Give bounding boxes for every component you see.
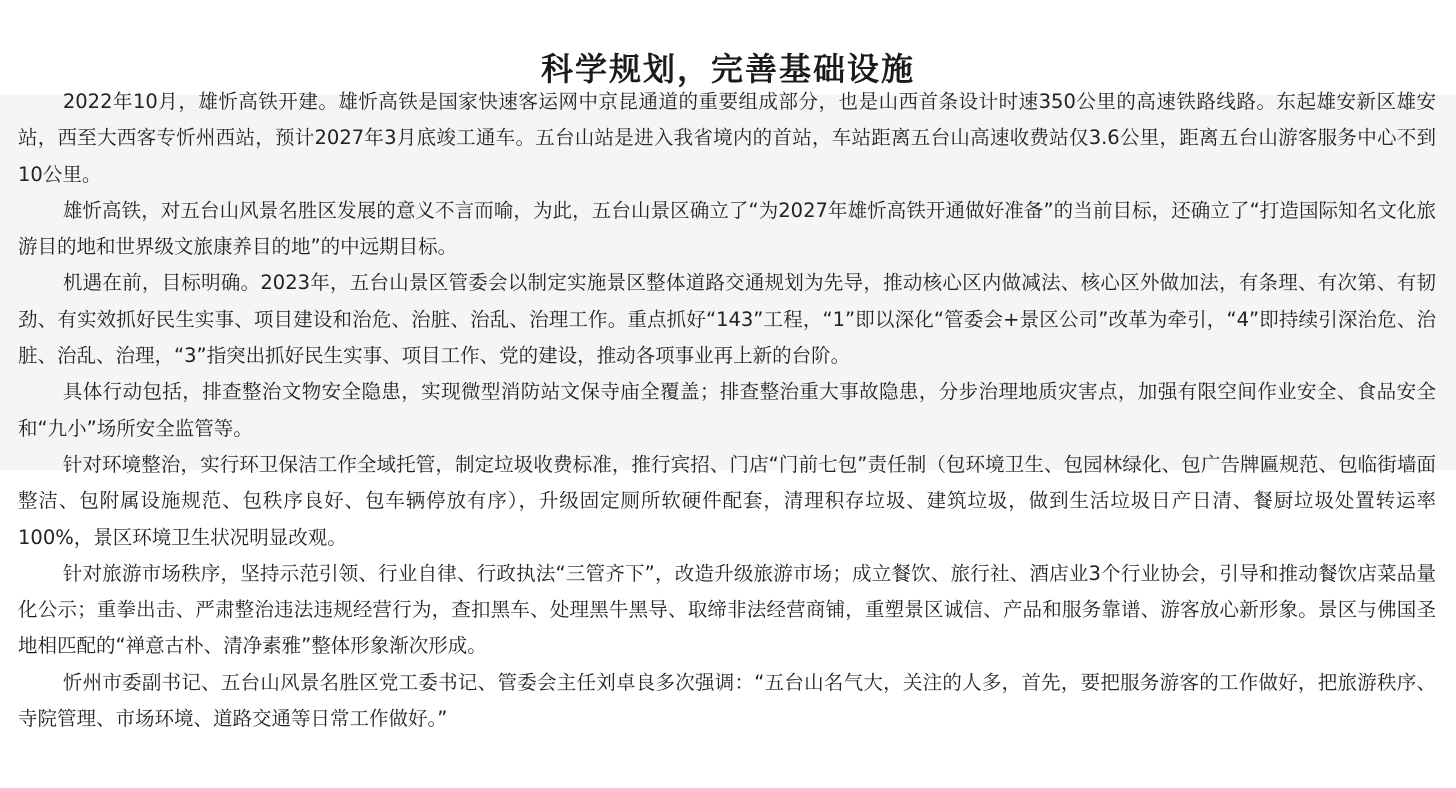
article-title: 科学规划，完善基础设施 [540, 50, 915, 89]
paragraph-7: 忻州市委副书记、五台山风景名胜区党工委书记、管委会主任刘卓良多次强调：“五台山名气大，关注的人多，首先，要把服务游客的工作做好，把旅游秩序、寺院管理、市场环境、道路交通等日常工作做好。” [18, 670, 1436, 731]
article-body [18, 84, 1436, 737]
paragraph-2: 雄忻高铁，对五台山风景名胜区发展的意义不言而喻，为此，五台山景区确立了“为2027年雄忻高铁开通做好准备”的当前目标，还确立了“打造国际知名文化旅游目的地和世界级文旅康养目的地”的中远期目标。 [18, 198, 1436, 259]
paragraph-6: 针对旅游市场秩序，坚持示范引领、行业自律、行政执法“三管齐下”，改造升级旅游市场；成立餐饮、旅行社、酒店业3个行业协会，引导和推动餐饮店菜品量化公示；重拳出击、严肃整治违法违规经营行为，查扣黑车、处理黑牛黑导、取缔非法经营商铺，重塑景区诚信、产品和服务靠谱、游客放心新形象。景区与佛国圣地相匹配的“禅意古朴、清净素雅”整体形象渐次形成。 [18, 561, 1436, 658]
paragraph-3: 机遇在前，目标明确。2023年，五台山景区管委会以制定实施景区整体道路交通规划为先导，推动核心区内做减法、核心区外做加法，有条理、有次第、有韧劲、有实效抓好民生实事、项目建设和治危、治脏、治乱、治理工作。重点抓好“143”工程，“1”即以深化“管委会+景区公司”改革为牵引，“4”即持续引深治危、治脏、治乱、治理，“3”指突出抓好民生实事、项目工作、党的建设，推动各项事业再上新的台阶。 [18, 271, 1436, 368]
paragraph-1: 2022年10月，雄忻高铁开建。雄忻高铁是国家快速客运网中京昆通道的重要组成部分，也是山西首条设计时速350公里的高速铁路线路。东起雄安新区雄安站，西至大西客专忻州西站，预计2027年3月底竣工通车。五台山站是进入我省境内的首站，车站距离五台山高速收费站仅3.6公里，距离五台山游客服务中心不到10公里。 [18, 90, 1436, 186]
paragraph-4: 具体行动包括，排查整治文物安全隐患，实现微型消防站文保寺庙全覆盖；排查整治重大事故隐患，分步治理地质灾害点，加强有限空间作业安全、食品安全和“九小”场所安全监管等。 [18, 380, 1436, 440]
paragraph-5: 针对环境整治，实行环卫保洁工作全域托管，制定垃圾收费标准，推行宾招、门店“门前七包”责任制（包环境卫生、包园林绿化、包广告牌匾规范、包临街墙面整洁、包附属设施规范、包秩序良好、包车辆停放有序），升级固定厕所软硬件配套，清理积存垃圾、建筑垃圾，做到生活垃圾日产日清、餐厨垃圾处置转运率100%，景区环境卫生状况明显改观。 [18, 452, 1436, 549]
